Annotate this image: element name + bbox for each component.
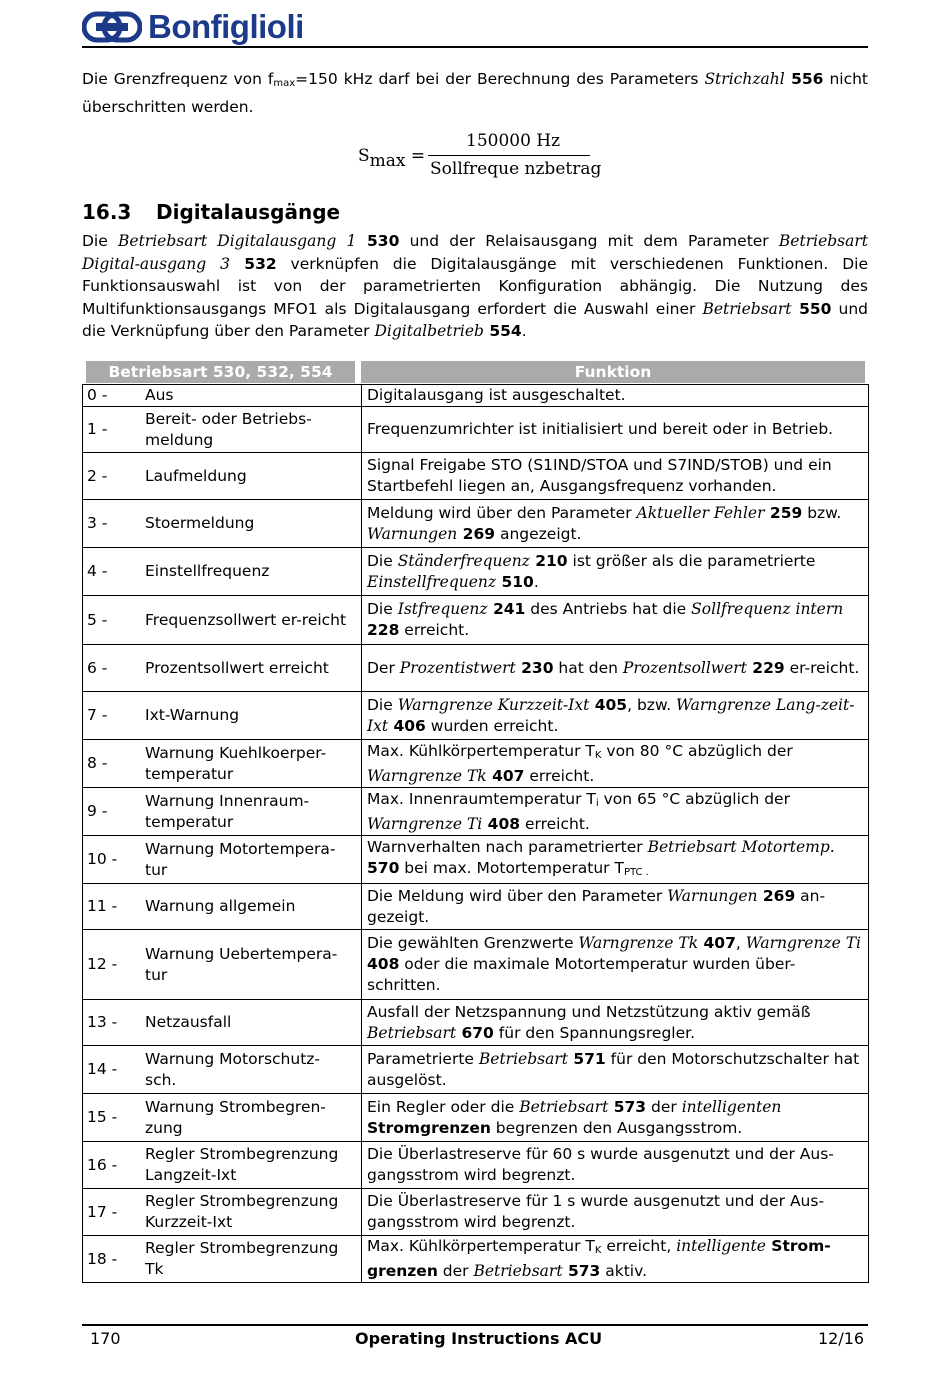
function-text: 570 [367,858,400,877]
function-cell [362,596,869,645]
function-text: i [595,797,599,809]
mode-name: Ixt-Warnung [145,706,240,724]
mode-name: Warnung Strombegren-zung [145,1097,326,1137]
function-text: 230 [515,658,554,677]
function-text: erreicht, [601,1237,677,1255]
mode-name: Bereit- oder Betriebs-meldung [145,409,312,449]
mode-name: Stoermeldung [145,514,255,532]
mode-name: Prozentsollwert erreicht [145,658,329,677]
function-cell [362,836,869,884]
function-text: Warnungen [667,886,758,905]
mode-cell [83,740,362,788]
function-text: er-reicht. [784,658,860,677]
function-text: Betriebsart Motortemp. [647,837,835,856]
table-row [83,1094,869,1142]
function-text: Die gewählten Grenzwerte [367,934,579,952]
mode-number: 15 - [87,1108,118,1126]
function-cell [362,1236,869,1283]
function-text: Max. Kühlkörpertemperatur T [367,1237,595,1255]
mode-cell [83,1142,362,1189]
function-text: . [533,572,539,591]
function-text: Aktueller Fehler [636,503,765,522]
function-cell [362,788,869,836]
function-text: Frequenzumrichter ist initialisiert und bereit oder in Betrieb. [367,420,834,438]
function-text: Sollfrequenz intern [691,600,844,618]
function-text: Meldung wird über den Parameter [367,503,637,522]
mode-name: Regler Strombegrenzung Kurzzeit-Ixt [145,1192,339,1231]
function-text: Warngrenze Tk [578,934,699,952]
function-text: K [594,749,602,761]
mode-cell [83,1189,362,1236]
function-text: Warnverhalten nach parametrierter [367,837,648,856]
table-row [83,884,869,930]
function-text: 408 [367,955,400,973]
function-text: 259 [764,503,803,522]
table-row [83,385,869,407]
table-header-betriebsart: Betriebsart 530, 532, 554 [86,361,355,383]
function-text: erreicht. [524,766,595,785]
function-text: Ein Regler oder die [367,1097,520,1116]
table-row [83,930,869,1000]
function-text: 573 [562,1262,601,1280]
function-text: für den Spannungsregler. [493,1023,696,1042]
table-row [83,500,869,548]
function-text: intelligenten [681,1097,782,1116]
mode-name: Einstellfrequenz [145,562,270,580]
function-text: intelligente [676,1237,766,1255]
function-text: Die [367,551,398,570]
function-text: der [437,1262,474,1280]
table-row [83,407,869,453]
brand-name: Bonfiglioli [148,8,304,45]
table-row [83,788,869,836]
table-row [83,836,869,884]
table-row [83,1000,869,1046]
bonfiglioli-logo-icon [82,10,142,44]
function-cell [362,1189,869,1236]
function-text: Die Überlastreserve für 1 s wurde ausgenutzt und der Aus-gangsstrom wird begrenzt. [367,1192,825,1231]
function-text: 405 [589,695,628,714]
mode-number: 2 - [87,466,108,485]
table-row [83,453,869,500]
function-text: 228 [367,621,400,639]
formula-numerator: 150000 Hz [466,131,561,151]
mode-cell [83,884,362,930]
function-text: Warngrenze Kurzzeit-Ixt [397,695,590,714]
mode-name: Warnung Kuehlkoerper-temperatur [145,743,327,783]
mode-cell [83,788,362,836]
function-text: Prozentistwert [399,658,516,677]
function-text: Digitalausgang ist ausgeschaltet. [367,386,626,404]
mode-cell [83,453,362,500]
function-cell [362,740,869,788]
function-text: Ständerfrequenz [397,551,530,570]
mode-cell [83,596,362,645]
function-text: 407 [698,934,736,952]
table-row [83,596,869,645]
function-text: Istfrequenz [397,600,488,618]
mode-number: 18 - [87,1249,118,1268]
function-text: Signal Freigabe STO (S1IND/STOA und S7IND/STOB) und ein Startbefehl liegen an, Ausgangsfrequenz vorhanden. [367,456,832,495]
mode-cell [83,548,362,596]
mode-number: 5 - [87,610,108,629]
mode-number: 6 - [87,658,108,677]
function-text: bei max. Motortemperatur T [399,858,624,877]
mode-number: 14 - [87,1060,118,1078]
mode-number: 0 - [87,386,108,404]
function-cell [362,1046,869,1094]
table-header-funktion: Funktion [361,361,865,383]
function-text: 510 [496,572,534,591]
function-cell [362,645,869,692]
function-text: 210 [529,551,568,570]
header-divider [82,46,868,48]
function-text: ist größer als die parametrierte [567,551,816,570]
mode-cell [83,645,362,692]
mode-number: 9 - [87,802,108,820]
mode-number: 8 - [87,754,108,772]
mode-cell [83,1236,362,1283]
function-text: Die Überlastreserve für 60 s wurde ausgenutzt und der Aus-gangsstrom wird begrenzt. [367,1145,834,1184]
mode-name: Netzausfall [145,1013,232,1031]
table-row [83,645,869,692]
mode-name: Regler Strombegrenzung Tk [145,1239,339,1278]
fraction-bar [428,155,590,156]
function-cell [362,1142,869,1189]
function-text: Warngrenze Lang-zeit-Ixt [367,695,855,735]
function-text: 406 [388,716,426,735]
table-row [83,692,869,740]
function-text: begrenzen den Ausgangsstrom. [490,1118,743,1137]
table-row [83,548,869,596]
mode-cell [83,407,362,453]
function-text: Betriebsart [519,1097,609,1116]
mode-name: Warnung Uebertempera-tur [145,944,338,984]
body-paragraph: Die Betriebsart Digitalausgang 1 530 und der Relaisausgang mit dem Parameter Betriebsart Digital-ausgang 3 532 verknüpfen die Digitalausgänge mit verschiedenen Funktionen. Die Funktionsauswahl ist von der parametrierten Konfiguration abhängig. Die Nutzung des Multifunktionsausgangs MFO1 als Digitalausgang erfordert die Auswahl einer Betriebsart 550 und die Verknüpfung über den Parameter Digitalbetrieb 554. [82,232,868,340]
function-cell [362,930,869,1000]
function-text: 229 [746,658,785,677]
function-text: 670 [456,1023,494,1042]
table-row [83,1236,869,1283]
mode-name: Frequenzsollwert er-reicht [145,610,347,629]
function-text: 269 [757,886,796,905]
footer-title: Operating Instructions ACU [355,1329,603,1348]
mode-number: 16 - [87,1155,118,1174]
intro-paragraph: Die Grenzfrequenz von $f_{max}=150$ kHz darf bei der Berechnung des Parameters Strichzahl 556 nicht überschritten werden. [82,70,868,116]
function-text: für den Motorschutzschalter hat ausgelöst. [367,1049,860,1089]
function-text: wurden erreicht. [425,716,559,735]
function-text: Die [367,695,398,714]
mode-name: Regler Strombegrenzung Langzeit-Ixt [145,1145,339,1184]
mode-name: Warnung Motortempera-tur [145,839,336,879]
function-cell [362,385,869,407]
mode-name: Warnung Innenraum-temperatur [145,791,310,831]
function-text: PTC . [623,866,649,878]
mode-cell [83,1094,362,1142]
function-cell [362,453,869,500]
function-table [82,384,869,1283]
function-text: , bzw. [627,695,677,714]
function-cell [362,500,869,548]
mode-number: 4 - [87,562,108,580]
function-text: Prozentsollwert [622,658,747,677]
mode-number: 10 - [87,850,118,868]
function-text: Die [367,600,398,618]
table-row [83,1046,869,1094]
mode-name: Aus [145,386,174,404]
page-number: 170 [90,1329,121,1348]
function-text: der [646,1097,682,1116]
function-text: Einstellfrequenz [367,572,497,591]
mode-cell [83,500,362,548]
section-heading: 16.3 Digitalausgänge [82,200,341,224]
table-row [83,1189,869,1236]
mode-cell [83,385,362,407]
function-text: 408 [482,814,521,833]
mode-cell [83,1046,362,1094]
function-text: Betriebsart [478,1049,568,1068]
mode-number: 3 - [87,514,108,532]
function-text: an-gezeigt. [367,886,826,926]
function-cell [362,407,869,453]
function-text: Betriebsart [367,1023,457,1042]
function-text: des Antriebs hat die [525,600,692,618]
mode-number: 7 - [87,706,108,724]
function-text: Max. Innenraumtemperatur T [367,789,596,808]
formula-denominator: Sollfreque nzbetrag [430,159,602,179]
mode-name: Warnung Motorschutz-sch. [145,1049,321,1089]
function-text: Betriebsart [473,1262,563,1280]
function-cell [362,884,869,930]
function-text: Parametrierte [367,1049,479,1068]
table-row [83,1142,869,1189]
function-text: erreicht. [520,814,590,833]
function-text: von 80 °C abzüglich der [601,741,793,760]
function-cell [362,548,869,596]
function-text: bzw. [802,503,842,522]
mode-cell [83,836,362,884]
function-text: 269 [457,524,496,543]
function-text: Die Meldung wird über den Parameter [367,886,668,905]
function-cell [362,1000,869,1046]
mode-cell [83,1000,362,1046]
function-text: Max. Kühlkörpertemperatur T [367,741,595,760]
mode-number: 17 - [87,1202,118,1221]
function-text: Warnungen [367,524,458,543]
function-text: 241 [487,600,526,618]
function-text: aktiv. [600,1262,648,1280]
function-text: 573 [608,1097,647,1116]
function-text: hat den [553,658,623,677]
function-text: erreicht. [399,621,470,639]
table-row [83,740,869,788]
mode-cell [83,692,362,740]
function-text: Strom-grenzen [367,1237,831,1280]
function-text: Warngrenze Ti [745,934,862,952]
mode-number: 13 - [87,1013,118,1031]
function-cell [362,1094,869,1142]
function-text: von 65 °C abzüglich der [598,789,790,808]
mode-number: 1 - [87,420,108,438]
function-text: Warngrenze Ti [367,814,483,833]
mode-cell [83,930,362,1000]
function-text: , [735,934,746,952]
brand-logo [82,8,304,46]
mode-number: 12 - [87,955,118,973]
footer-date: 12/16 [818,1329,865,1348]
footer-divider [82,1324,868,1326]
function-text: Der [367,658,400,677]
function-text: angezeigt. [495,524,582,543]
function-text: oder die maximale Motortemperatur wurden über-schritten. [367,955,796,994]
mode-name: Warnung allgemein [145,897,296,915]
mode-number: 11 - [87,897,118,915]
function-text: 571 [567,1049,606,1068]
mode-name: Laufmeldung [145,466,247,485]
function-text: Warngrenze Tk [367,766,487,785]
function-text: 407 [486,766,525,785]
function-cell [362,692,869,740]
function-text: K [594,1245,602,1256]
function-text: Stromgrenzen [367,1118,491,1137]
function-text: Ausfall der Netzspannung und Netzstützung aktiv gemäß [367,1002,811,1021]
